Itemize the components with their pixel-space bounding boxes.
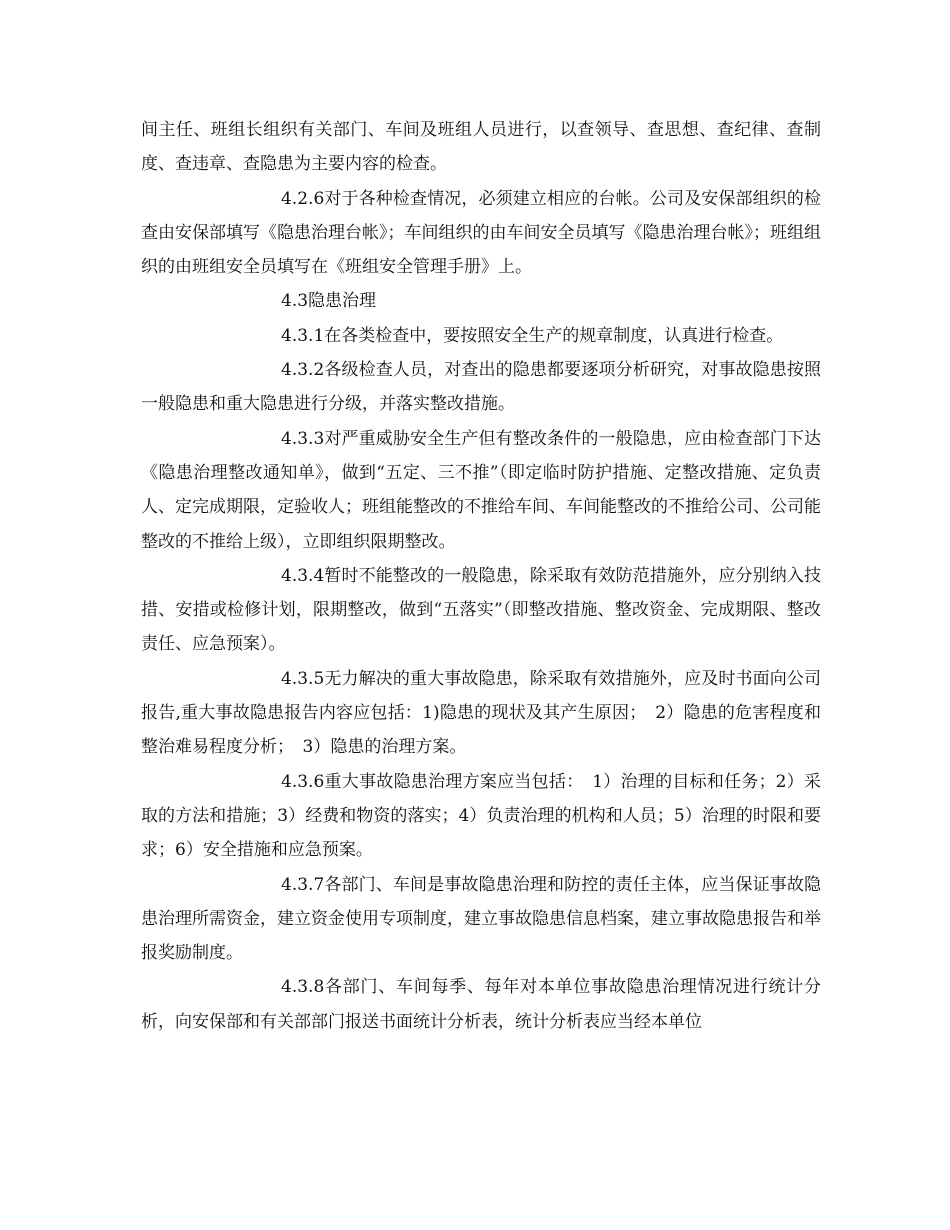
paragraph-continuation: 间主任、班组长组织有关部门、车间及班组人员进行，以查领导、查思想、查纪律、查制度、查违章、查隐患为主要内容的检查。 [141,120,821,175]
paragraph-4-2-6: 4.2.6对于各种检查情况，必须建立相应的台帐。公司及安保部组织的检查由安保部填写《隐患治理台帐》；车间组织的由车间安全员填写《隐患治理台帐》；班组组织的由班组安全员填写在《班组安全管理手册》上。 [141,188,821,278]
paragraph-4-3-3: 4.3.3对严重威胁安全生产但有整改条件的一般隐患，应由检查部门下达《隐患治理整改通知单》，做到“五定、三不推”（即定临时防护措施、定整改措施、定负责人、定完成期限，定验收人；班组能整改的不推给车间、车间能整改的不推给公司、公司能整改的不推给上级），立即组织限期整改。 [141,428,821,552]
paragraph-4-3-4: 4.3.4暂时不能整改的一般隐患，除采取有效防范措施外，应分别纳入技措、安措或检修计划，限期整改，做到“五落实”（即整改措施、整改资金、完成期限、整改责任、应急预案）。 [141,565,821,655]
paragraph-4-3-2: 4.3.2各级检查人员，对查出的隐患都要逐项分析研究，对事故隐患按照一般隐患和重大隐患进行分级，并落实整改措施。 [141,360,821,415]
document-body [141,113,821,1039]
paragraph-4-3-7: 4.3.7各部门、车间是事故隐患治理和防控的责任主体，应当保证事故隐患治理所需资金，建立资金使用专项制度，建立事故隐患信息档案，建立事故隐患报告和举报奖励制度。 [141,874,821,964]
paragraph-4-3-5: 4.3.5无力解决的重大事故隐患，除采取有效措施外，应及时书面向公司报告,重大事故隐患报告内容应包括：1)隐患的现状及其产生原因； 2）隐患的危害程度和整治难易程度分析； 3）隐患的治理方案。 [141,668,821,758]
paragraph-4-3-6: 4.3.6重大事故隐患治理方案应当包括： 1）治理的目标和任务；2）采取的方法和措施；3）经费和物资的落实；4）负责治理的机构和人员；5）治理的时限和要求；6）安全措施和应急预案。 [141,771,821,861]
section-heading-4-3: 4.3隐患治理 [281,291,377,312]
paragraph-4-3-8: 4.3.8各部门、车间每季、每年对本单位事故隐患治理情况进行统计分析，向安保部和有关部部门报送书面统计分析表，统计分析表应当经本单位 [141,977,821,1032]
paragraph-4-3-1: 4.3.1在各类检查中，要按照安全生产的规章制度，认真进行检查。 [281,325,784,346]
